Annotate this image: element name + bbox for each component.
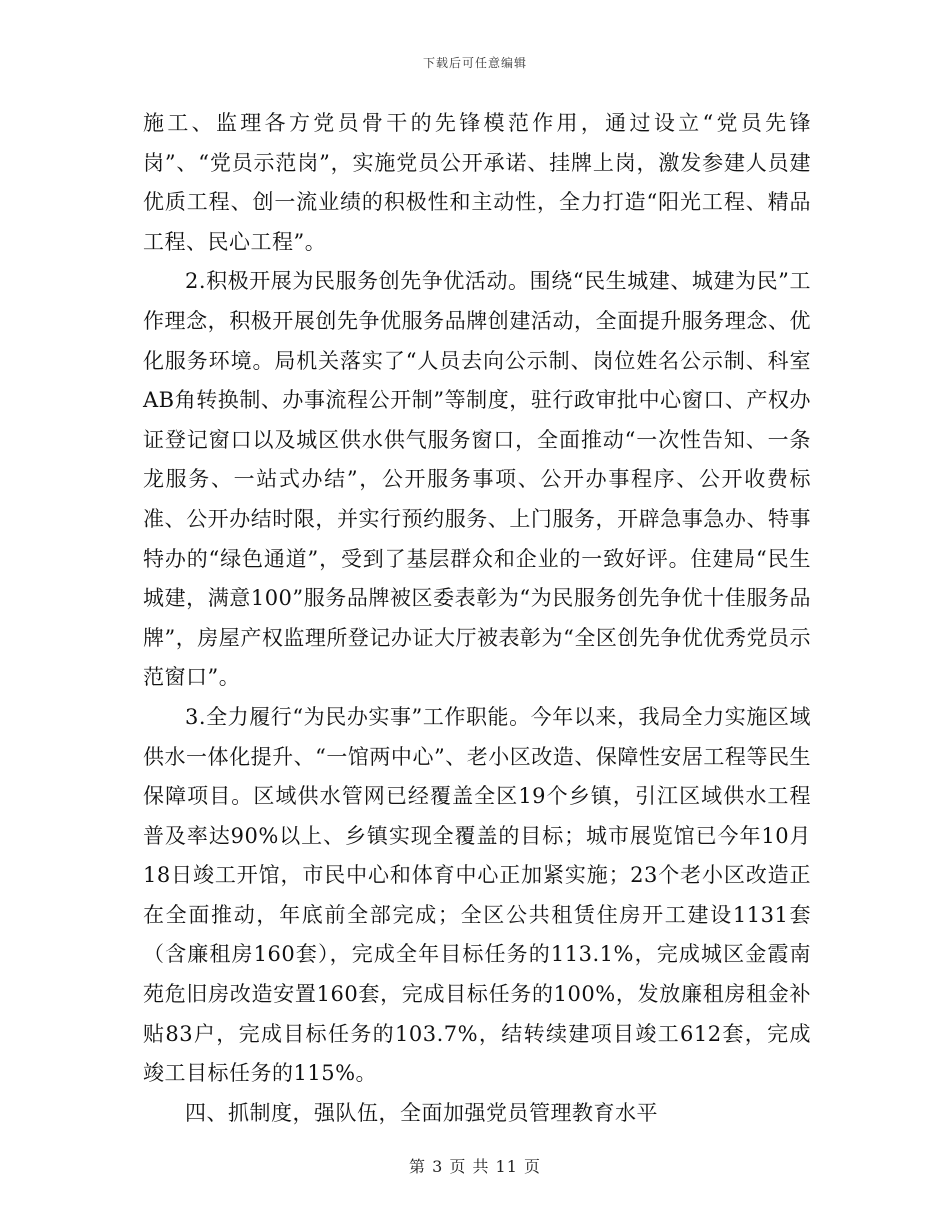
paragraph-continuation: 施工、监理各方党员骨干的先锋模范作用，通过设立“党员先锋岗”、“党员示范岗”，实施党员公开承诺、挂牌上岗，激发参建人员建优质工程、创一流业绩的积极性和主动性，全力打造“阳光工程、精品工程、民心工程”。 <box>143 111 811 254</box>
paragraph-section-2: 2.积极开展为民服务创先争优活动。围绕“民生城建、城建为民”工作理念，积极开展创先争优服务品牌创建活动，全面提升服务理念、优化服务环境。局机关落实了“人员去向公示制、岗位姓名公示制、科室AB角转换制、办事流程公开制”等制度，驻行政审批中心窗口、产权办证登记窗口以及城区供水供气服务窗口，全面推动“一次性告知、一条龙服务、一站式办结”，公开服务事项、公开办事程序、公开收费标准、公开办结时限，并实行预约服务、上门服务，开辟急事急办、特事特办的“绿色通道”，受到了基层群众和企业的一致好评。住建局“民生城建，满意100”服务品牌被区委表彰为“为民服务创先争优十佳服务品牌”，房屋产权监理所登记办证大厅被表彰为“全区创先争优优秀党员示范窗口”。 <box>143 269 811 690</box>
page-number: 第 3 页 共 11 页 <box>409 1157 541 1176</box>
paragraph-section-3: 3.全力履行“为民办实事”工作职能。今年以来，我局全力实施区域供水一体化提升、“一馆两中心”、老小区改造、保障性安居工程等民生保障项目。区域供水管网已经覆盖全区19个乡镇，引江区域供水工程普及率达90%以上、乡镇实现全覆盖的目标；城市展览馆已今年10月18日竣工开馆，市民中心和体育中心正加紧实施；23个老小区改造正在全面推动，年底前全部完成；全区公共租赁住房开工建设1131套（含廉租房160套），完成全年目标任务的113.1%，完成城区金霞南苑危旧房改造安置160套，完成目标任务的100%，发放廉租房租金补贴83户，完成目标任务的103.7%，结转续建项目竣工612套，完成竣工目标任务的115%。 <box>143 704 811 1086</box>
section-heading-4: 四、抓制度，强队伍，全面加强党员管理教育水平 <box>185 1100 658 1125</box>
document-body <box>143 104 811 1133</box>
header-note: 下载后可任意编辑 <box>422 56 527 70</box>
